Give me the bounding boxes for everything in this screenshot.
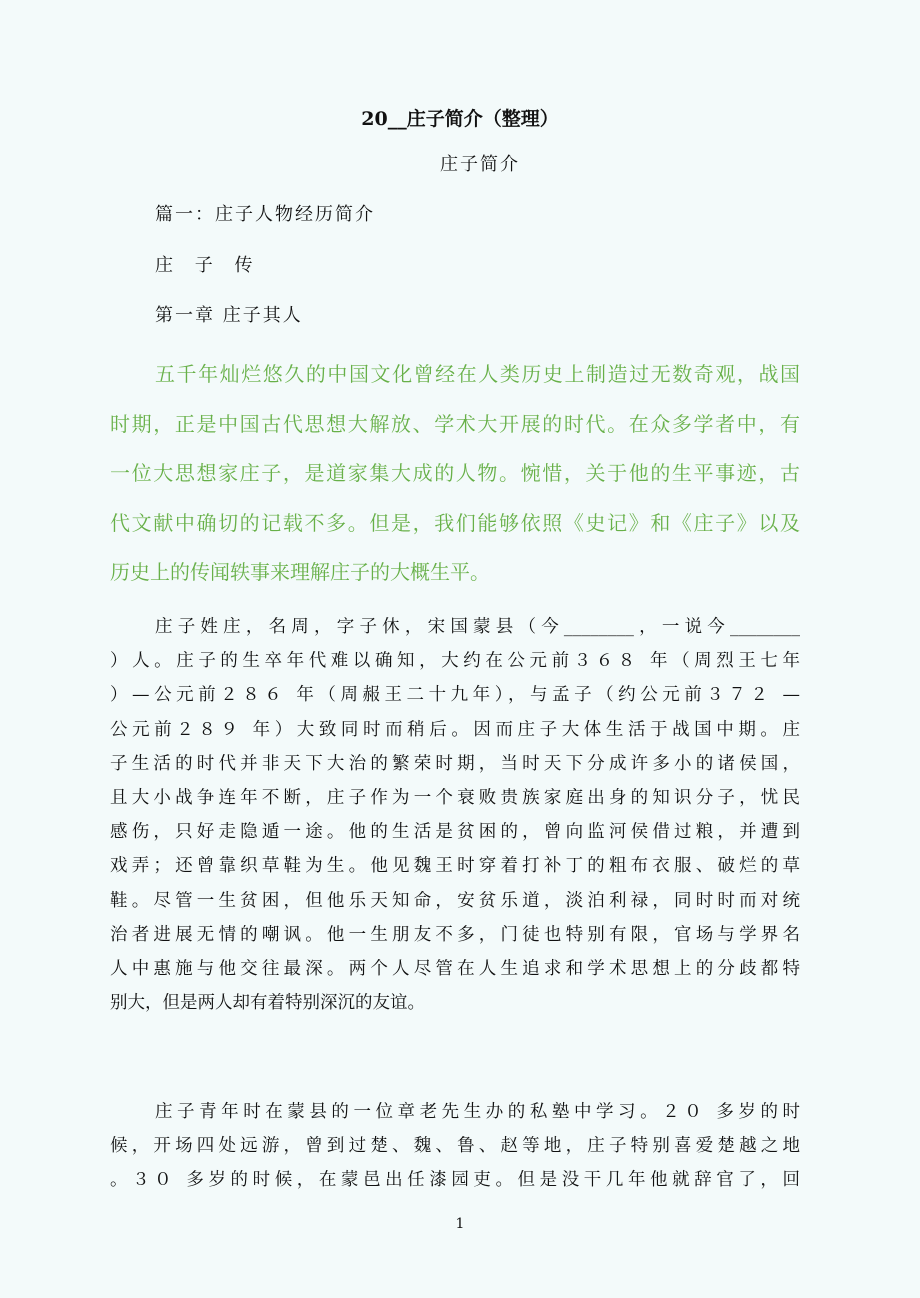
text-line: 且大小战争连年不断，庄子作为一个衰败贵族家庭出身的知识分子，忧民 xyxy=(110,788,800,809)
document-subtitle: 庄子简介 xyxy=(440,154,520,175)
text-line: 公元前２８９ 年）大致同时而稍后。因而庄子大体生活于战国中期。庄 xyxy=(110,719,800,740)
text-line: 别大，但是两人却有着特别深沉的友谊。 xyxy=(110,993,425,1014)
text-line: 戏弄；还曾靠织草鞋为生。他见魏王时穿着打补丁的粗布衣服、破烂的草 xyxy=(110,856,800,877)
section-heading: 篇一：庄子人物经历简介 xyxy=(155,204,375,225)
text-line: 代文献中确切的记载不多。但是，我们能够依照《史记》和《庄子》以及 xyxy=(110,510,800,535)
text-line: 治者进展无情的嘲讽。他一生朋友不多，门徒也特别有限，官场与学界名 xyxy=(110,924,800,945)
text-line: 。３０ 多岁的时候，在蒙邑出任漆园吏。但是没干几年他就辞官了，回 xyxy=(110,1170,800,1191)
text-line: 一位大思想家庄子，是道家集大成的人物。惋惜，关于他的生平事迹，古 xyxy=(110,461,800,485)
document-title: 20__庄子简介（整理） xyxy=(361,108,559,130)
page-number: 1 xyxy=(455,1216,465,1232)
biography-heading: 庄 子 传 xyxy=(155,255,261,276)
body-paragraph-2 xyxy=(110,1095,800,1198)
chapter-heading: 第一章 庄子其人 xyxy=(155,305,303,326)
text-line: 时期，正是中国古代思想大解放、学术大开展的时代。在众多学者中，有 xyxy=(110,411,800,436)
text-line: 庄子姓庄，名周，字子休，宋国蒙县（今________，一说今________ xyxy=(155,617,800,637)
text-line: ）—公元前２８６ 年（周赧王二十九年），与孟子（约公元前３７２ — xyxy=(110,685,800,706)
text-line: ）人。庄子的生卒年代难以确知，大约在公元前３６８ 年（周烈王七年 xyxy=(110,651,800,672)
text-line: 候，开场四处远游，曾到过楚、魏、鲁、赵等地，庄子特别喜爱楚越之地 xyxy=(110,1136,800,1157)
text-line: 子生活的时代并非天下大治的繁荣时期，当时天下分成许多小的诸侯国， xyxy=(110,753,800,774)
body-paragraph-1 xyxy=(110,610,800,1020)
text-line: 庄子青年时在蒙县的一位章老先生办的私塾中学习。２０ 多岁的时 xyxy=(155,1102,800,1122)
text-line: 鞋。尽管一生贫困，但他乐天知命，安贫乐道，淡泊利禄，同时时而对统 xyxy=(110,890,800,911)
text-line: 五千年灿烂悠久的中国文化曾经在人类历史上制造过无数奇观，战国 xyxy=(155,362,800,386)
intro-paragraph xyxy=(110,350,800,598)
text-line: 人中惠施与他交往最深。两个人尽管在人生追求和学术思想上的分歧都特 xyxy=(110,959,800,980)
text-line: 感伤，只好走隐遁一途。他的生活是贫困的，曾向监河侯借过粮，并遭到 xyxy=(110,822,800,843)
text-line: 历史上的传闻轶事来理解庄子的大概生平。 xyxy=(110,560,490,584)
